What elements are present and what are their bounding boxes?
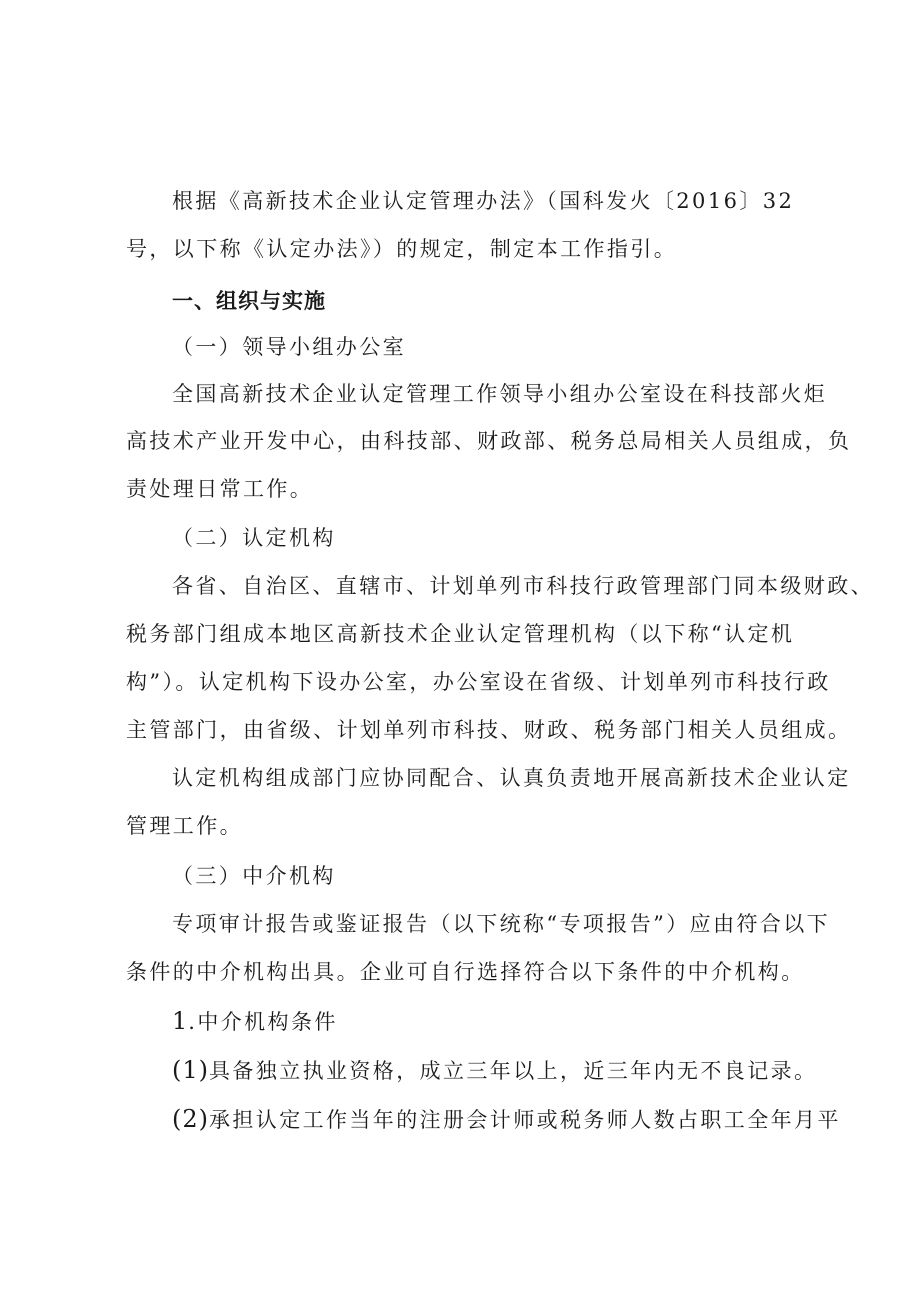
- subsection-1-line-2: 高技术产业开发中心，由科技部、财政部、税务总局相关人员组成，负: [126, 429, 852, 453]
- subsection-3-para-1-line-2: 条件的中介机构出具。企业可自行选择符合以下条件的中介机构。: [126, 960, 805, 984]
- subsection-3-heading: （三）中介机构: [172, 864, 336, 888]
- section-1-heading: 一、组织与实施: [172, 288, 326, 313]
- intro-line-1: 根据《高新技术企业认定管理办法》（国科发火〔2016〕32: [172, 189, 795, 213]
- subsection-1-line-1: 全国高新技术企业认定管理工作领导小组办公室设在科技部火炬: [172, 382, 828, 406]
- subsection-2-para-2-line-2: 管理工作。: [126, 814, 243, 838]
- condition-1-number: (1): [172, 1056, 209, 1084]
- condition-2: [172, 1104, 841, 1135]
- subsection-3-para-1-line-1: 专项审计报告或鉴证报告（以下统称“专项报告”）应由符合以下: [172, 912, 831, 936]
- condition-2-number: (2): [172, 1105, 209, 1133]
- subsection-2-para-1-line-1: 各省、自治区、直辖市、计划单列市科技行政管理部门同本级财政、: [172, 574, 874, 598]
- item-heading-number: 1: [172, 1007, 189, 1035]
- subsection-1-line-3: 责处理日常工作。: [126, 477, 314, 501]
- subsection-1-heading: （一）领导小组办公室: [172, 335, 406, 359]
- subsection-2-para-1-line-3: 构”）。认定机构下设办公室，办公室设在省级、计划单列市科技行政: [126, 670, 831, 694]
- subsection-2-heading: （二）认定机构: [172, 526, 336, 550]
- condition-2-text: 承担认定工作当年的注册会计师或税务师人数占职工全年月平: [209, 1108, 841, 1132]
- subsection-2-para-1-line-2: 税务部门组成本地区高新技术企业认定管理机构（以下称“认定机: [126, 622, 795, 646]
- intro-line-2: 号，以下称《认定办法》）的规定，制定本工作指引。: [126, 237, 678, 261]
- subsection-2-para-1-line-4: 主管部门，由省级、计划单列市科技、财政、税务部门相关人员组成。: [126, 718, 852, 742]
- item-heading: [172, 1006, 338, 1037]
- condition-1-text: 具备独立执业资格，成立三年以上，近三年内无不良记录。: [209, 1059, 818, 1083]
- condition-1: [172, 1055, 817, 1086]
- item-heading-text: .中介机构条件: [188, 1010, 338, 1034]
- subsection-2-para-2-line-1: 认定机构组成部门应协同配合、认真负责地开展高新技术企业认定: [172, 766, 851, 790]
